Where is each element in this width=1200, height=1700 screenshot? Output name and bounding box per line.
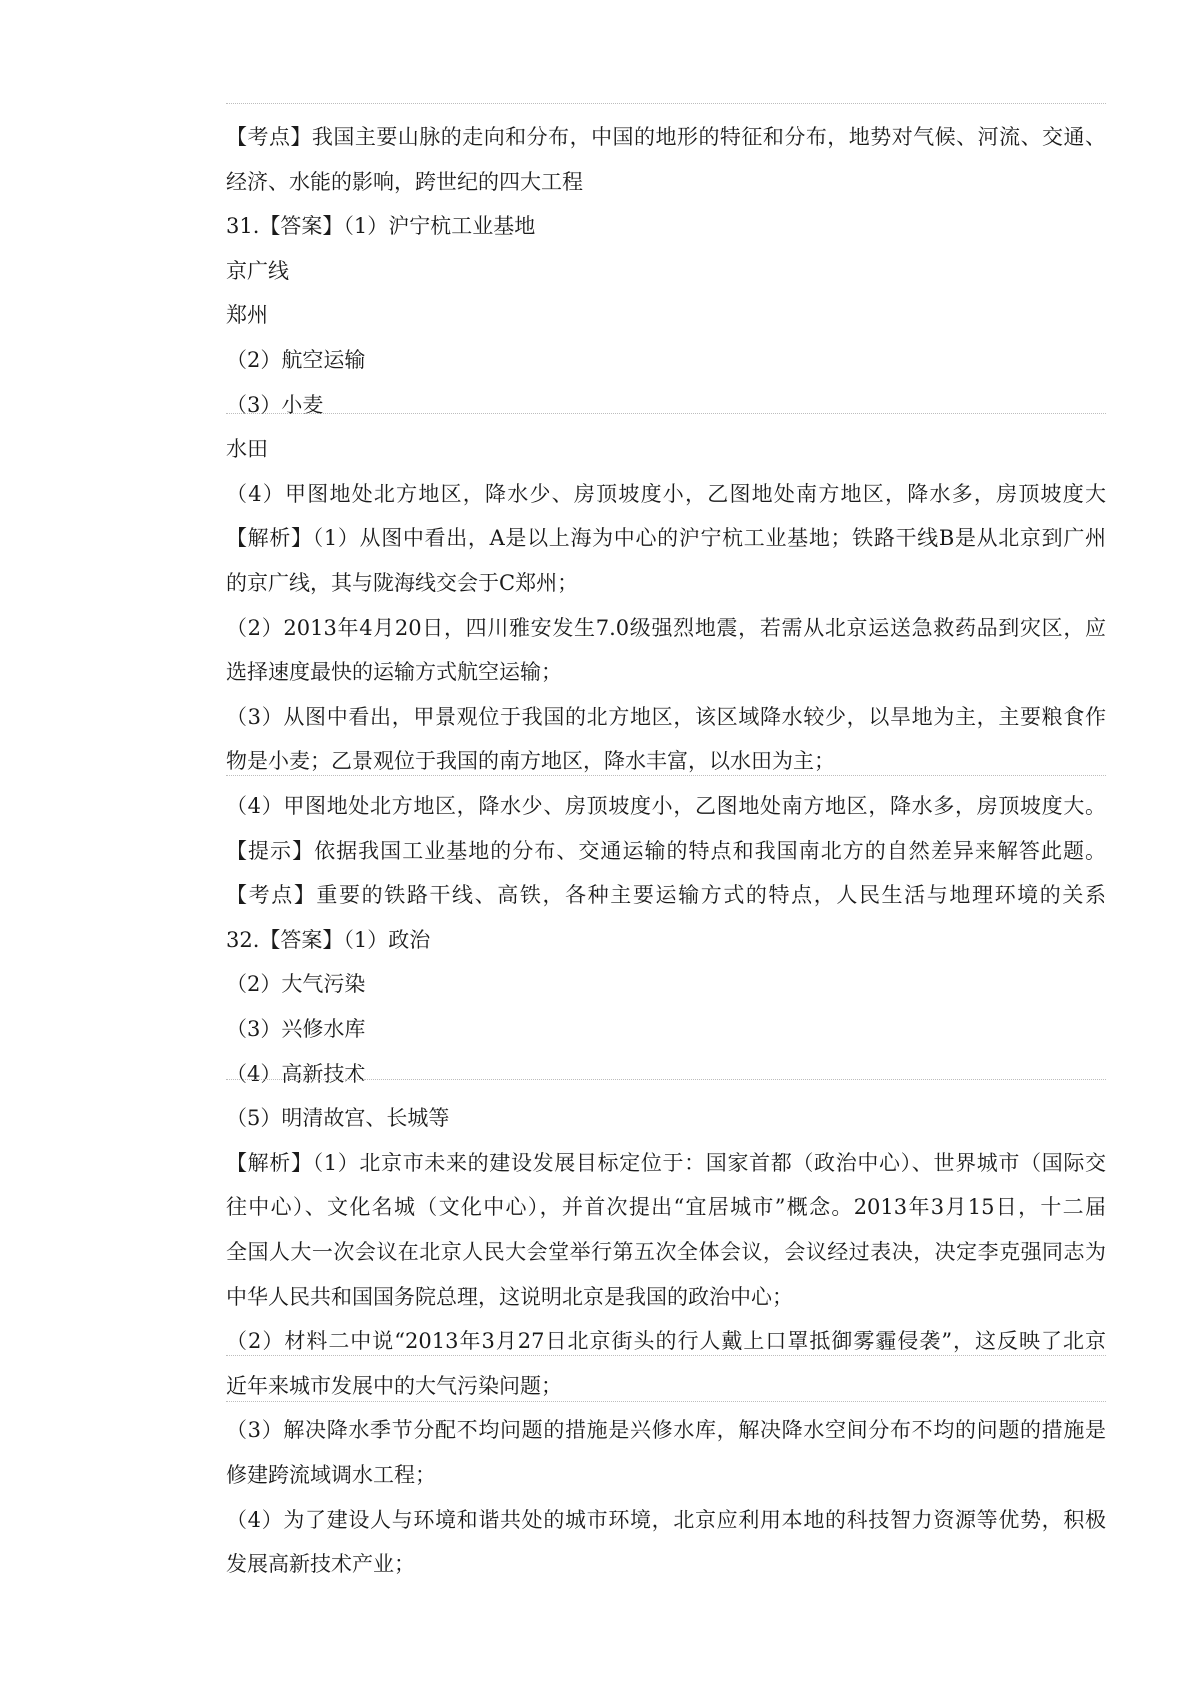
text-line: （4）高新技术 (226, 1062, 366, 1086)
text-line: （2）2013年4月20日，四川雅安发生7.0级强烈地震，若需从北京运送急救药品到灾区，应 (226, 616, 1106, 640)
text-line: 【考点】我国主要山脉的走向和分布，中国的地形的特征和分布，地势对气候、河流、交通、 (226, 125, 1106, 149)
text-line: 物是小麦；乙景观位于我国的南方地区，降水丰富，以水田为主； (226, 749, 835, 773)
dotted-rule (226, 775, 1106, 776)
text-line: 郑州 (226, 303, 268, 327)
text-line: （3）兴修水库 (226, 1017, 366, 1041)
text-line: 32.【答案】（1）政治 (226, 928, 431, 952)
text-line: 【解析】（1）北京市未来的建设发展目标定位于：国家首都（政治中心）、世界城市（国际交 (226, 1151, 1106, 1175)
text-line: 选择速度最快的运输方式航空运输； (226, 660, 562, 684)
dotted-rule (226, 1355, 1106, 1356)
dotted-rule (226, 1079, 1106, 1080)
text-line: 全国人大一次会议在北京人民大会堂举行第五次全体会议，会议经过表决，决定李克强同志为 (226, 1240, 1106, 1264)
dotted-rule (226, 1401, 1106, 1402)
text-line: 【解析】（1）从图中看出，A是以上海为中心的沪宁杭工业基地；铁路干线B是从北京到广州 (226, 526, 1106, 550)
text-line: （5）明清故宫、长城等 (226, 1106, 450, 1130)
text-line: 水田 (226, 437, 268, 461)
text-line: （3）小麦 (226, 393, 324, 417)
text-line: 京广线 (226, 259, 289, 283)
text-line: 的京广线，其与陇海线交会于C郑州； (226, 571, 579, 595)
text-line: 往中心）、文化名城（文化中心），并首次提出“宜居城市”概念。2013年3月15日，十二届 (226, 1195, 1106, 1219)
text-line: （4）甲图地处北方地区，降水少、房顶坡度小，乙图地处南方地区，降水多，房顶坡度大 (226, 482, 1106, 506)
text-line: 修建跨流域调水工程； (226, 1463, 436, 1487)
text-line: （3）解决降水季节分配不均问题的措施是兴修水库，解决降水空间分布不均的问题的措施是 (226, 1418, 1106, 1442)
text-line: 经济、水能的影响，跨世纪的四大工程 (226, 170, 583, 194)
text-line: （2）大气污染 (226, 972, 366, 996)
text-line: 【考点】重要的铁路干线、高铁，各种主要运输方式的特点，人民生活与地理环境的关系 (226, 883, 1106, 907)
text-line: 近年来城市发展中的大气污染问题； (226, 1374, 562, 1398)
dotted-rule (226, 103, 1106, 104)
text-line: （4）甲图地处北方地区，降水少、房顶坡度小，乙图地处南方地区，降水多，房顶坡度大。 (226, 794, 1106, 818)
text-line: 【提示】依据我国工业基地的分布、交通运输的特点和我国南北方的自然差异来解答此题。 (226, 839, 1106, 863)
text-line: 发展高新技术产业； (226, 1552, 415, 1576)
text-line: （4）为了建设人与环境和谐共处的城市环境，北京应利用本地的科技智力资源等优势，积极 (226, 1508, 1106, 1532)
dotted-rule (226, 413, 1106, 414)
text-line: 31.【答案】（1）沪宁杭工业基地 (226, 214, 536, 238)
text-line: （2）航空运输 (226, 348, 366, 372)
text-line: （2）材料二中说“2013年3月27日北京街头的行人戴上口罩抵御雾霾侵袭”，这反映了北京 (226, 1329, 1106, 1353)
text-line: （3）从图中看出，甲景观位于我国的北方地区，该区域降水较少，以旱地为主，主要粮食作 (226, 705, 1106, 729)
text-line: 中华人民共和国国务院总理，这说明北京是我国的政治中心； (226, 1285, 793, 1309)
